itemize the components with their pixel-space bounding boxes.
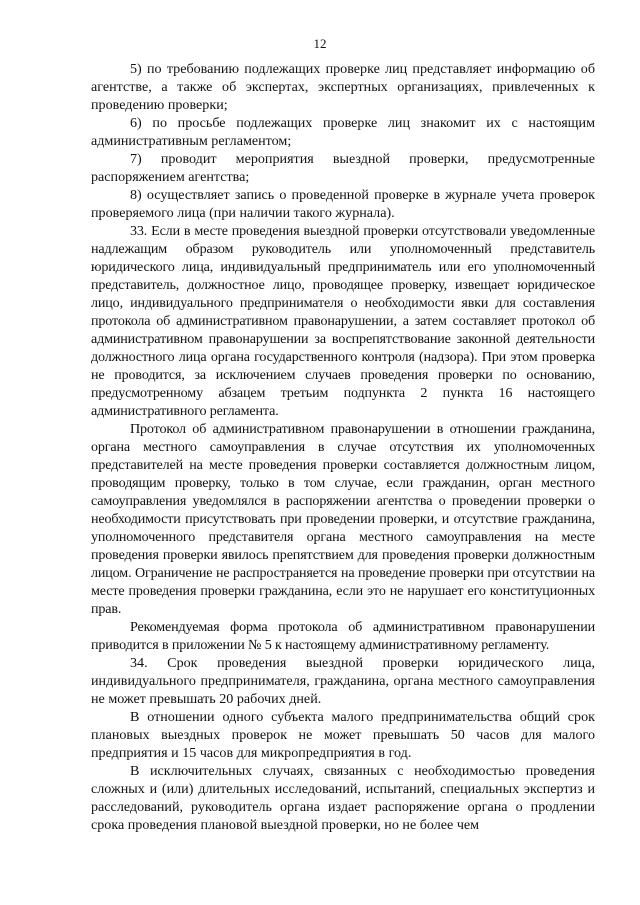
paragraph-protocol-citizen: Протокол об административном правонарушении в отношении гражданина, органа местного самоуправления в случае отсутствия их уполномоченных представителей на месте проведения проверки составляется должностным лицом, проводящим проверку, только в том случае, если гражданин, орган местного самоуправления уведомлялся в распоряжении агентства о проведении проверки о необходимости присутствовать при проведении проверки, и отсутствие гражданина, уполномоченного представителя органа местного самоуправления на месте проведения проверки явилось препятствием для проведения проверки должностным лицом. Ограничение не распространяется на проведение проверки при отсутствии на месте проведения проверки гражданина, если это не нарушает его конституционных прав.	[91, 421, 595, 617]
paragraph-clause-34: 34. Срок проведения выездной проверки юридического лица, индивидуального предпринимателя, гражданина, органа местного самоуправления не может превышать 20 рабочих дней.	[91, 655, 595, 707]
document-body	[91, 60, 595, 834]
paragraph-item-8: 8) осуществляет запись о проведенной проверке в журнале учета проверок проверяемого лица (при наличии такого журнала).	[91, 187, 595, 221]
paragraph-item-6: 6) по просьбе подлежащих проверке лиц знакомит их с настоящим административным регламентом;	[91, 115, 595, 149]
paragraph-item-5: 5) по требованию подлежащих проверке лиц представляет информацию об агентстве, а также об экспертах, экспертных организациях, привлеченных к проведению проверки;	[91, 61, 595, 113]
paragraph-exceptional-cases: В исключительных случаях, связанных с необходимостью проведения сложных и (или) длительных исследований, испытаний, специальных экспертиз и расследований, руководитель органа издает распоряжение органа о продлении срока проведения плановой выездной проверки, но не более чем	[91, 763, 595, 833]
paragraph-protocol-form: Рекомендуемая форма протокола об административном правонарушении приводится в приложении № 5 к настоящему административному регламенту.	[91, 619, 595, 653]
paragraph-small-business: В отношении одного субъекта малого предпринимательства общий срок плановых выездных проверок не может превышать 50 часов для малого предприятия и 15 часов для микропредприятия в год.	[91, 709, 595, 761]
paragraph-clause-33: 33. Если в месте проведения выездной проверки отсутствовали уведомленные надлежащим образом руководитель или уполномоченный представитель юридического лица, индивидуальный предприниматель или его уполномоченный представитель, должностное лицо, проводящее проверку, извещает юридическое лицо, индивидуального предпринимателя о необходимости явки для составления протокола об административном правонарушении, а затем составляет протокол об административном правонарушении за воспрепятствование законной деятельности должностного лица органа государственного контроля (надзора). При этом проверка не проводится, за исключением случаев проведения проверки по основанию, предусмотренному абзацем третьим подпункта 2 пункта 16 настоящего административного регламента.	[91, 223, 595, 419]
paragraph-item-7: 7) проводит мероприятия выездной проверки, предусмотренные распоряжением агентства;	[91, 151, 595, 185]
page-number: 12	[313, 36, 327, 51]
